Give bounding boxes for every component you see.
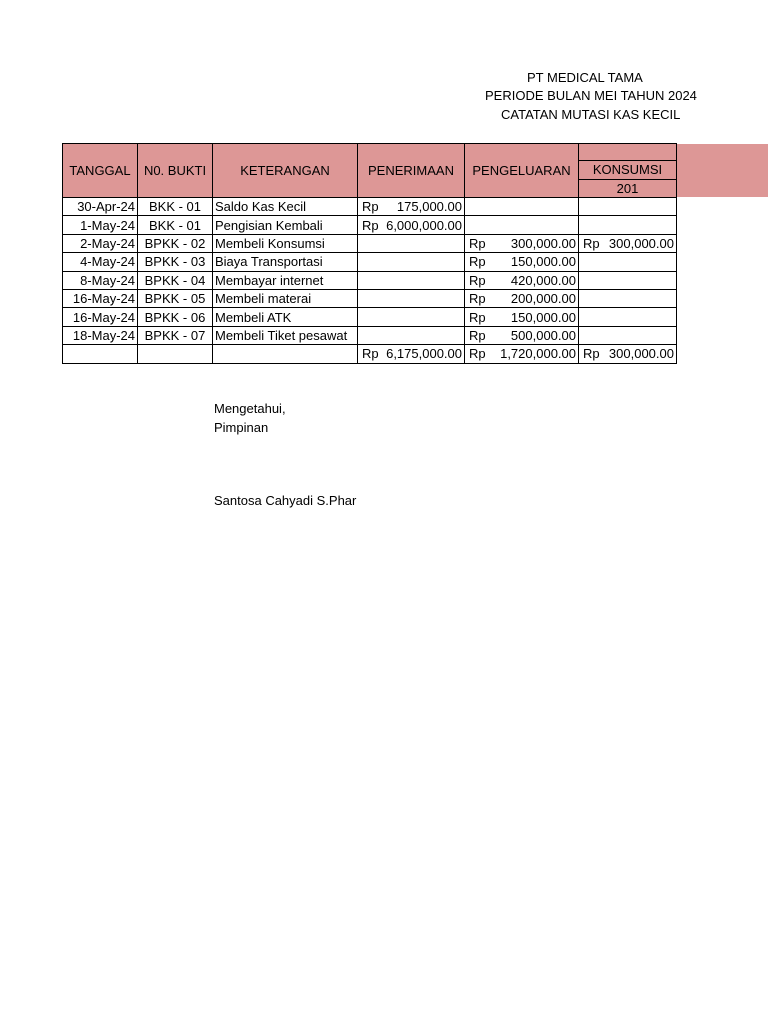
currency-label: Rp bbox=[469, 235, 486, 251]
petty-cash-table bbox=[62, 143, 677, 364]
signature-acknowledge: Mengetahui, bbox=[214, 401, 286, 416]
currency-label: Rp bbox=[583, 346, 600, 362]
amount-value: 175,000.00 bbox=[396, 199, 462, 215]
cell-keterangan: Pengisian Kembali bbox=[213, 216, 358, 234]
cell-penerimaan bbox=[358, 326, 465, 344]
cell-empty bbox=[138, 345, 213, 363]
table-row bbox=[63, 326, 677, 344]
cell-keterangan: Membeli ATK bbox=[213, 308, 358, 326]
cell-empty bbox=[63, 345, 138, 363]
cell-bukti: BPKK - 06 bbox=[138, 308, 213, 326]
cell-pengeluaran bbox=[465, 198, 579, 216]
amount-value: 150,000.00 bbox=[510, 254, 576, 270]
cell-penerimaan bbox=[358, 234, 465, 252]
cell-penerimaan bbox=[358, 253, 465, 271]
cell-pengeluaran bbox=[465, 253, 579, 271]
amount-value: 300,000.00 bbox=[608, 346, 674, 362]
cell-keterangan: Membeli Tiket pesawat bbox=[213, 326, 358, 344]
table-row bbox=[63, 253, 677, 271]
amount-value: 500,000.00 bbox=[510, 327, 576, 343]
cell-keterangan: Membayar internet bbox=[213, 271, 358, 289]
amount-value: 1,720,000.00 bbox=[500, 346, 576, 362]
totals-row bbox=[63, 345, 677, 363]
cell-tanggal: 1-May-24 bbox=[63, 216, 138, 234]
cell-pengeluaran bbox=[465, 216, 579, 234]
total-penerimaan bbox=[358, 345, 465, 363]
amount-value: 300,000.00 bbox=[510, 235, 576, 251]
cell-pengeluaran bbox=[465, 271, 579, 289]
cell-konsumsi bbox=[579, 234, 677, 252]
currency-label: Rp bbox=[362, 217, 379, 233]
company-name: PT MEDICAL TAMA bbox=[527, 70, 643, 85]
total-konsumsi bbox=[579, 345, 677, 363]
signature-role: Pimpinan bbox=[214, 420, 269, 435]
amount-value: 6,175,000.00 bbox=[386, 346, 462, 362]
cell-pengeluaran bbox=[465, 326, 579, 344]
amount-value: 300,000.00 bbox=[608, 235, 674, 251]
table-row bbox=[63, 271, 677, 289]
cell-tanggal: 16-May-24 bbox=[63, 308, 138, 326]
cell-tanggal: 30-Apr-24 bbox=[63, 198, 138, 216]
amount-value: 150,000.00 bbox=[510, 309, 576, 325]
cell-pengeluaran bbox=[465, 234, 579, 252]
col-header-pengeluaran: PENGELUARAN bbox=[465, 144, 579, 198]
currency-label: Rp bbox=[583, 235, 600, 251]
cell-bukti: BKK - 01 bbox=[138, 198, 213, 216]
cell-konsumsi bbox=[579, 271, 677, 289]
amount-value: 200,000.00 bbox=[510, 291, 576, 307]
currency-label: Rp bbox=[469, 309, 486, 325]
period-label: PERIODE BULAN MEI TAHUN 2024 bbox=[485, 88, 697, 103]
table-row bbox=[63, 234, 677, 252]
konsumsi-code: 201 bbox=[616, 181, 639, 196]
col-header-penerimaan: PENERIMAAN bbox=[358, 144, 465, 198]
cell-pengeluaran bbox=[465, 308, 579, 326]
amount-value: 6,000,000.00 bbox=[386, 217, 462, 233]
col-header-tanggal: TANGGAL bbox=[63, 144, 138, 198]
total-pengeluaran bbox=[465, 345, 579, 363]
cell-bukti: BPKK - 05 bbox=[138, 289, 213, 307]
cell-bukti: BPKK - 02 bbox=[138, 234, 213, 252]
col-header-keterangan: KETERANGAN bbox=[213, 144, 358, 198]
currency-label: Rp bbox=[469, 254, 486, 270]
cell-empty bbox=[213, 345, 358, 363]
cell-bukti: BPKK - 03 bbox=[138, 253, 213, 271]
currency-label: Rp bbox=[469, 327, 486, 343]
currency-label: Rp bbox=[469, 346, 486, 362]
cell-penerimaan bbox=[358, 289, 465, 307]
cell-penerimaan bbox=[358, 308, 465, 326]
konsumsi-label: KONSUMSI bbox=[579, 160, 676, 180]
cell-tanggal: 18-May-24 bbox=[63, 326, 138, 344]
col-header-bukti: N0. BUKTI bbox=[138, 144, 213, 198]
cell-penerimaan bbox=[358, 198, 465, 216]
cell-konsumsi bbox=[579, 198, 677, 216]
cell-pengeluaran bbox=[465, 289, 579, 307]
cell-tanggal: 16-May-24 bbox=[63, 289, 138, 307]
document-title: CATATAN MUTASI KAS KECIL bbox=[501, 107, 681, 122]
cell-keterangan: Membeli Konsumsi bbox=[213, 234, 358, 252]
cell-bukti: BKK - 01 bbox=[138, 216, 213, 234]
amount-value: 420,000.00 bbox=[510, 272, 576, 288]
table-row bbox=[63, 289, 677, 307]
table-header-row bbox=[63, 144, 677, 198]
table-row bbox=[63, 216, 677, 234]
header-fill-extension bbox=[676, 144, 768, 197]
cell-penerimaan bbox=[358, 271, 465, 289]
currency-label: Rp bbox=[362, 346, 379, 362]
cell-tanggal: 4-May-24 bbox=[63, 253, 138, 271]
cell-konsumsi bbox=[579, 253, 677, 271]
currency-label: Rp bbox=[469, 291, 486, 307]
cell-keterangan: Saldo Kas Kecil bbox=[213, 198, 358, 216]
cell-keterangan: Biaya Transportasi bbox=[213, 253, 358, 271]
cell-konsumsi bbox=[579, 308, 677, 326]
col-header-konsumsi bbox=[579, 144, 677, 198]
cell-bukti: BPKK - 04 bbox=[138, 271, 213, 289]
cell-keterangan: Membeli materai bbox=[213, 289, 358, 307]
currency-label: Rp bbox=[362, 199, 379, 215]
cell-konsumsi bbox=[579, 326, 677, 344]
table-row bbox=[63, 198, 677, 216]
signature-name: Santosa Cahyadi S.Phar bbox=[214, 493, 357, 508]
currency-label: Rp bbox=[469, 272, 486, 288]
cell-tanggal: 2-May-24 bbox=[63, 234, 138, 252]
cell-tanggal: 8-May-24 bbox=[63, 271, 138, 289]
cell-konsumsi bbox=[579, 216, 677, 234]
cell-konsumsi bbox=[579, 289, 677, 307]
cell-bukti: BPKK - 07 bbox=[138, 326, 213, 344]
table-row bbox=[63, 308, 677, 326]
cell-penerimaan bbox=[358, 216, 465, 234]
